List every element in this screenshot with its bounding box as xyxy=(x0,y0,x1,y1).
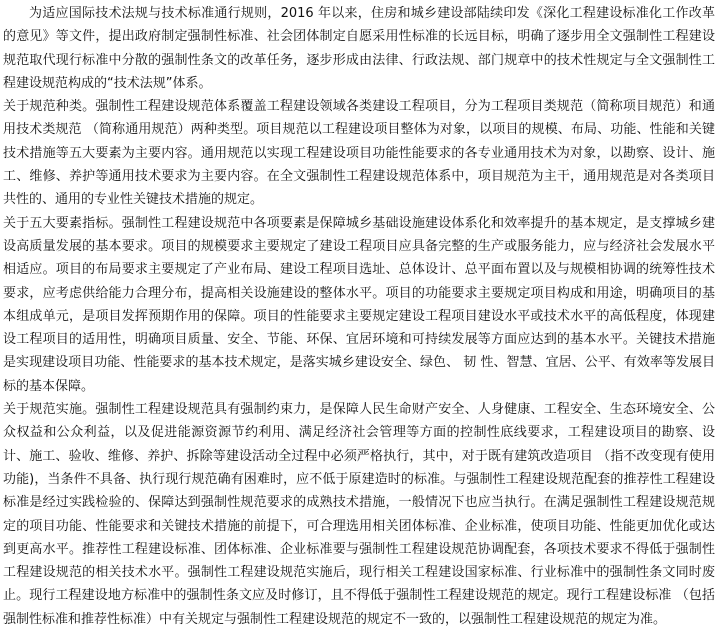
paragraph-implementation: 关于规范实施。强制性工程建设规范具有强制约束力，是保障人民生命财产安全、人身健康、工程安全、生态环境安全、公众权益和公众利益，以及促进能源资源节约利用、满足经济社会管理等方面的控制性底线要求，工程建设项目的勘察、设计、施工、验收、维修、养护、拆除等建设活动全过程中必须严格执行，其中，对于既有建筑改造项目 （指不改变现有使用功能)，当条件不具备、执行现行规范确有困难时，应不低于原建造时的标准。与强制性工程建设规范配套的推荐性工程建设标准是经过实践检验的、保障达到强制性规范要求的成熟技术措施，一般情况下也应当执行。在满足强制性工程建设规范规定的项目功能、性能要求和关键技术措施的前提下，可合理选用相关团体标准、企业标准，使项目功能、性能更加优化或达到更高水平。推荐性工程建设标准、团体标准、企业标准要与强制性工程建设规范协调配套，各项技术要求不得低于强制性工程建设规范的相关技术水平。强制性工程建设规范实施后，现行相关工程建设国家标准、行业标准中的强制性条文同时废止。现行工程建设地方标准中的强制性条文应及时修订，且不得低于强制性工程建设规范的规定。现行工程建设标准 （包括强制性标准和推荐性标准）中有关规定与强制性工程建设规范的规定不一致的，以强制性工程建设规范的规定为准。 xyxy=(3,402,715,627)
paragraph-spec-types: 关于规范种类。强制性工程建设规范体系覆盖工程建设领域各类建设工程项目，分为工程项目类规范（简称项目规范）和通用技术类规范 （简称通用规范）两种类型。项目规范以工程建设项目整体为对象，以项目的规模、布局、功能、性能和关键技术措施等五大要素为主要内容。通用规范以实现工程建设项目功能性能要求的各专业通用技术为对象，以勘察、设计、施工、维修、养护等通用技术要求为主要内容。在全文强制性工程建设规范体系中，项目规范为主干，通用规范是对各类项目共性的、通用的专业性关键技术措施的规定。 xyxy=(3,99,715,208)
paragraph-intro: 为适应国际技术法规与技术标准通行规则，2016 年以来，住房和城乡建设部陆续印发《深化工程建设标准化工作改革的意见》等文件，提出政府制定强制性标准、社会团体制定自愿采用性标准的长远目标，明确了逐步用全文强制性工程建设规范取代现行标准中分散的强制性条文的改革任务，逐步形成由法律、行政法规、部门规章中的技术性规定与全文强制性工程建设规范构成的“技术法规”体系。 xyxy=(3,6,715,91)
paragraph-five-elements: 关于五大要素指标。强制性工程建设规范中各项要素是保障城乡基础设施建设体系化和效率提升的基本规定，是支撑城乡建设高质量发展的基本要求。项目的规模要求主要规定了建设工程项目应具备完整的生产或服务能力，应与经济社会发展水平相适应。项目的布局要求主要规定了产业布局、建设工程项目选址、总体设计、总平面布置以及与规模相协调的统筹性技术要求，应考虑供给能力合理分布，提高相关设施建设的整体水平。项目的功能要求主要规定项目构成和用途，明确项目的基本组成单元，是项目发挥预期作用的保障。项目的性能要求主要规定建设工程项目建设水平或技术水平的高低程度，体现建设工程项目的适用性，明确项目质量、安全、节能、环保、宜居环境和可持续发展等方面应达到的基本水平。关键技术措施是实现建设项目功能、性能要求的基本技术规定，是落实城乡建设安全、绿色、 韧 性、智慧、宜居、公平、有效率等发展目标的基本保障。 xyxy=(3,215,715,394)
